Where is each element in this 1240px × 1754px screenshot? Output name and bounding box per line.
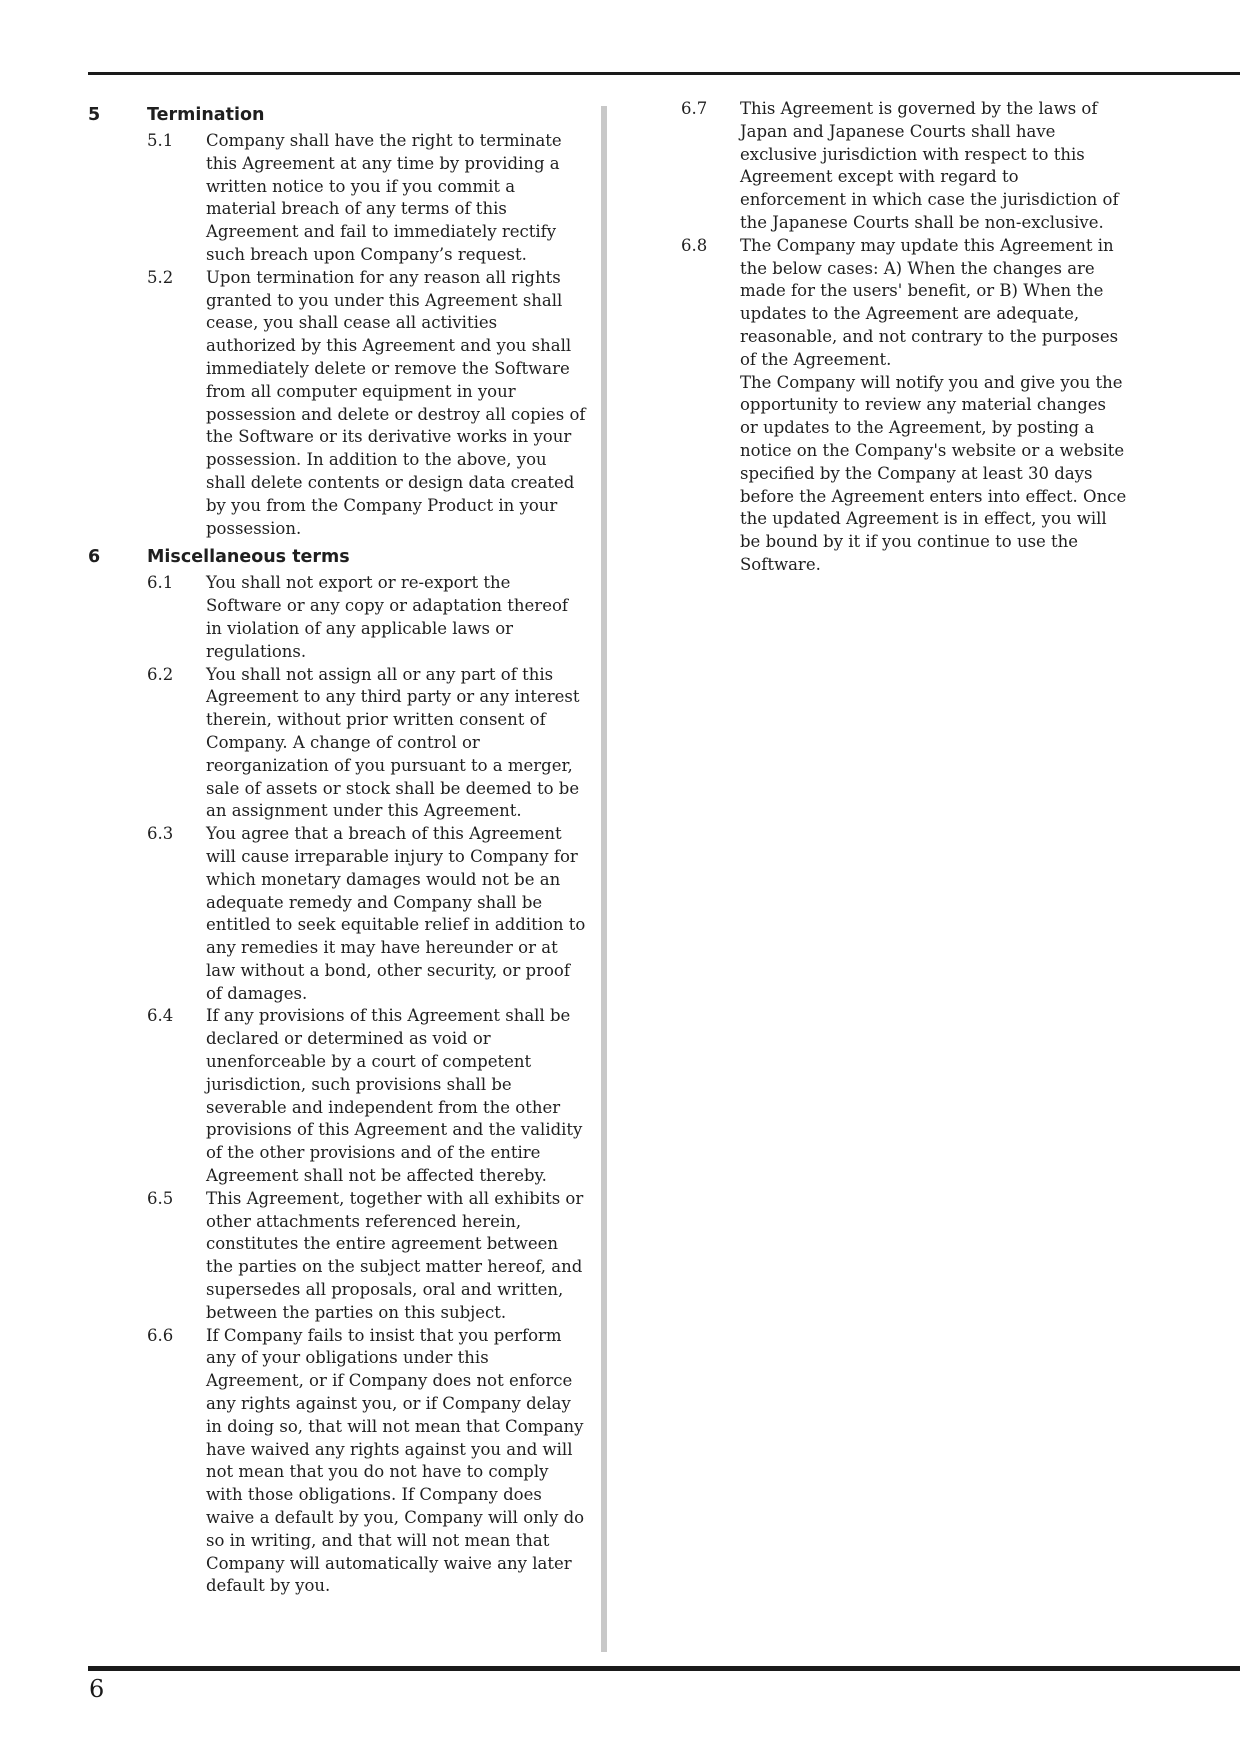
clause-paragraph: You shall not export or re-export the Software or any copy or adaptation thereof in violation of any applicable laws or regulations. bbox=[206, 573, 568, 661]
clause-paragraph: If Company fails to insist that you perform any of your obligations under this Agreement, or if Company does not enforce any rights against you, or if Company delay in doing so, that will not mean that Company have waived any rights against you and will not mean that you do not have to comply with those obligations. If Company does waive a default by you, Company will only do so in writing, and that will not mean that Company will automatically waive any later default by you. bbox=[206, 1325, 585, 1596]
section-number: 5 bbox=[88, 105, 101, 125]
clause-paragraph: Upon termination for any reason all rights granted to you under this Agreement shall cease, you shall cease all activities authorized by this Agreement and you shall immediately delete or remove the Software from all computer equipment in your possession and delete or destroy all copies of the Software or its derivative works in your possession. In addition to the above, you shall delete contents or design data created by you from the Company Product in your possession. bbox=[206, 267, 586, 538]
clause-number: 6.6 bbox=[147, 1325, 174, 1345]
clause-number: 6.1 bbox=[147, 573, 174, 593]
clause-6-8 bbox=[681, 235, 1129, 577]
section-heading-5 bbox=[88, 100, 588, 130]
clause-text bbox=[740, 98, 1129, 235]
page-number: 6 bbox=[89, 1675, 105, 1703]
clause-6-6 bbox=[88, 1325, 588, 1599]
left-column bbox=[88, 98, 588, 1598]
clause-text bbox=[206, 267, 588, 541]
clause-5-2 bbox=[88, 267, 588, 541]
clause-number: 6.4 bbox=[147, 1006, 174, 1026]
clause-text bbox=[206, 130, 588, 267]
column-divider bbox=[601, 106, 607, 1652]
section-title: Miscellaneous terms bbox=[147, 547, 350, 568]
clause-6-1 bbox=[88, 572, 588, 663]
clause-paragraph: Company shall have the right to terminate this Agreement at any time by providing a written notice to you if you commit a material breach of any terms of this Agreement and fail to immediately rectify such breach upon Company’s request. bbox=[206, 131, 562, 264]
right-column bbox=[681, 98, 1129, 577]
clause-5-1 bbox=[88, 130, 588, 267]
section-title: Termination bbox=[147, 105, 265, 125]
clause-number: 6.8 bbox=[681, 235, 708, 255]
clause-number: 6.5 bbox=[147, 1188, 174, 1208]
clause-text bbox=[206, 1325, 588, 1599]
clause-6-7 bbox=[681, 98, 1129, 235]
clause-number: 6.7 bbox=[681, 99, 708, 118]
section-number: 6 bbox=[88, 547, 101, 568]
footer-rule bbox=[88, 1666, 1240, 1671]
clause-paragraph: You agree that a breach of this Agreement will cause irreparable injury to Company for which monetary damages would not be an adequate remedy and Company shall be entitled to seek equitable relief in addition to any remedies it may have hereunder or at law without a bond, other security, or proof of damages. bbox=[206, 824, 586, 1003]
clause-paragraph: This Agreement, together with all exhibits or other attachments referenced herein, constitutes the entire agreement between the parties on the subject matter hereof, and supersedes all proposals, oral and written, between the parties on this subject. bbox=[206, 1188, 584, 1322]
clause-number: 5.2 bbox=[147, 267, 174, 287]
clause-text bbox=[206, 1005, 588, 1187]
header-rule bbox=[88, 72, 1240, 75]
clause-number: 5.1 bbox=[147, 131, 174, 150]
clause-paragraph: If any provisions of this Agreement shall be declared or determined as void or unenforceable by a court of competent jurisdiction, such provisions shall be severable and independent from the other provisions of this Agreement and the validity of the other provisions and of the entire Agreement shall not be affected thereby. bbox=[206, 1006, 583, 1186]
clause-text bbox=[740, 235, 1129, 577]
clause-text bbox=[206, 572, 588, 663]
clause-text bbox=[206, 1188, 588, 1325]
clause-paragraph: The Company will notify you and give you the opportunity to review any material changes or updates to the Agreement, by posting a notice on the Company's website or a website specified by the Company at least 30 days before the Agreement enters into effect. Once the updated Agreement is in effect, you will be bound by it if you continue to use the Software. bbox=[740, 372, 1127, 574]
section-heading-6 bbox=[88, 542, 588, 572]
clause-6-3 bbox=[88, 823, 588, 1005]
clause-6-2 bbox=[88, 664, 588, 824]
clause-paragraph: The Company may update this Agreement in the below cases: A) When the changes are made for the users' benefit, or B) When the updates to the Agreement are adequate, reasonable, and not contrary to the purposes of the Agreement. bbox=[740, 235, 1119, 369]
clause-paragraph: You shall not assign all or any part of this Agreement to any third party or any interest therein, without prior written consent of Company. A change of control or reorganization of you pursuant to a merger, sale of assets or stock shall be deemed to be an assignment under this Agreement. bbox=[206, 664, 580, 821]
clause-paragraph: This Agreement is governed by the laws of Japan and Japanese Courts shall have exclusive jurisdiction with respect to this Agreement except with regard to enforcement in which case the jurisdiction of the Japanese Courts shall be non-exclusive. bbox=[740, 99, 1119, 232]
clause-number: 6.2 bbox=[147, 664, 174, 684]
clause-text bbox=[206, 664, 588, 824]
clause-6-5 bbox=[88, 1188, 588, 1325]
clause-number: 6.3 bbox=[147, 824, 174, 844]
clause-text bbox=[206, 823, 588, 1005]
clause-6-4 bbox=[88, 1005, 588, 1187]
